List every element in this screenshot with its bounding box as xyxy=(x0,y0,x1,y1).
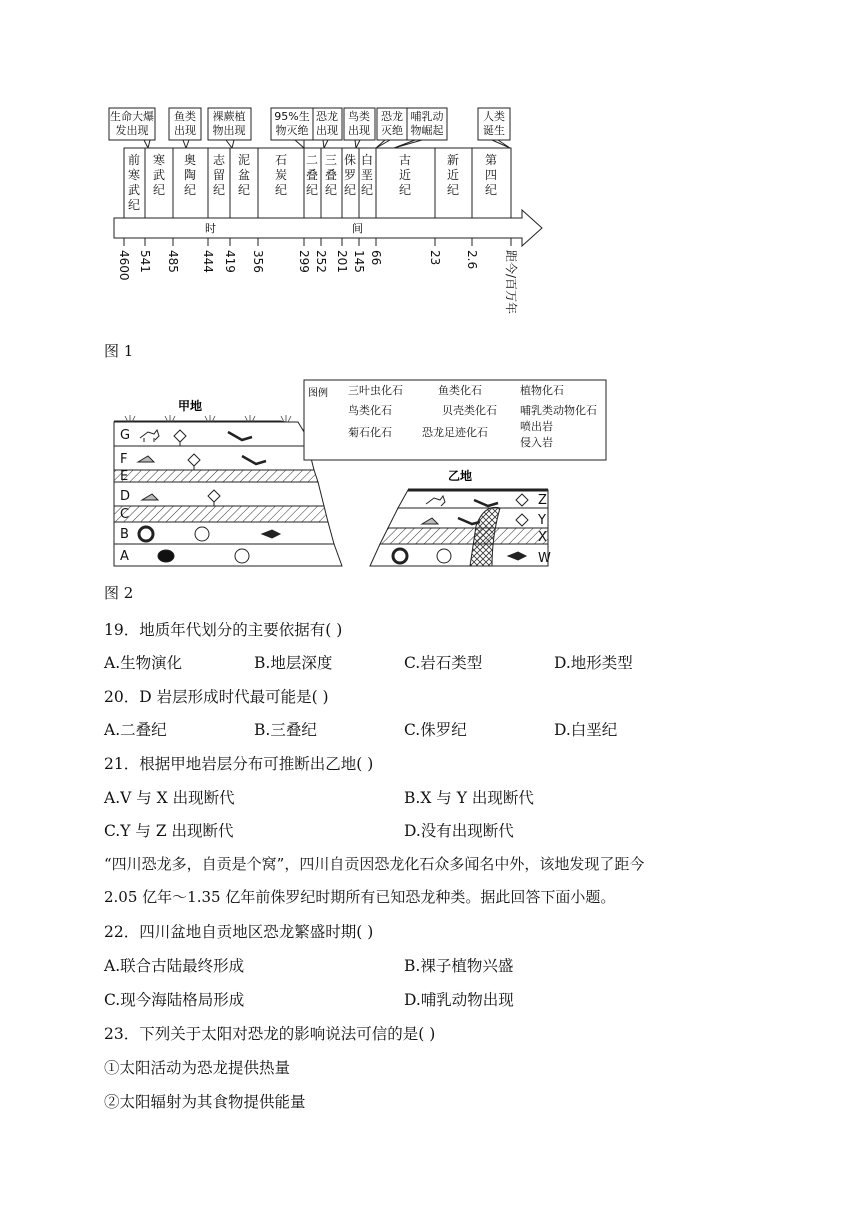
q22-option-b[interactable]: B.裸子植物兴盛 xyxy=(404,957,514,975)
event-line: 裸蕨植 xyxy=(212,110,246,123)
event-line: 物崛起 xyxy=(410,124,444,137)
question-20-stem: 20．D 岩层形成时代最可能是( ) xyxy=(104,688,329,706)
q22-option-c[interactable]: C.现今海陆格局形成 xyxy=(104,991,245,1009)
q19-option-b[interactable]: B.地层深度 xyxy=(254,654,333,672)
legend-entry: 贝壳类化石 xyxy=(442,404,497,417)
site-b-label: 乙地 xyxy=(448,469,473,483)
layer-letter: C xyxy=(120,507,130,522)
event-line: 出现 xyxy=(348,124,370,137)
q22-option-d[interactable]: D.哺乳动物出现 xyxy=(404,991,514,1009)
axis-label-left: 时 xyxy=(205,222,216,235)
tick-label: 356 xyxy=(251,250,265,273)
unit-label: 距今/百万年 xyxy=(504,250,518,315)
period-label: 前寒武纪 xyxy=(127,153,141,212)
period-label: 白垩纪 xyxy=(360,153,374,197)
event-line: 物灭绝 xyxy=(275,124,309,137)
q21-option-c[interactable]: C.Y 与 Z 出现断代 xyxy=(104,822,234,840)
layer-letter: D xyxy=(120,489,131,504)
legend-entry: 喷出岩 xyxy=(520,420,553,433)
q21-option-a[interactable]: A.V 与 X 出现断代 xyxy=(104,789,235,807)
legend-entry: 鱼类化石 xyxy=(438,384,482,397)
event-line: 恐龙 xyxy=(316,110,338,123)
legend-title: 图例 xyxy=(308,388,328,399)
layer-letter: X xyxy=(538,530,547,545)
event-line: 95%生 xyxy=(274,110,310,123)
q22-option-a[interactable]: A.联合古陆最终形成 xyxy=(104,957,245,975)
period-label: 寒武纪 xyxy=(152,153,166,197)
q20-option-d[interactable]: D.白垩纪 xyxy=(554,721,618,739)
tick-label: 2.6 xyxy=(465,250,479,270)
event-line: 哺乳动 xyxy=(410,110,444,123)
event-line: 灭绝 xyxy=(381,124,403,137)
legend-entry: 恐龙足迹化石 xyxy=(422,426,488,439)
site-a-label: 甲地 xyxy=(178,399,203,413)
period-label: 第四纪 xyxy=(484,153,498,197)
layer-letter: Y xyxy=(538,513,546,528)
event-line: 发出现 xyxy=(115,124,149,137)
event-line: 人类 xyxy=(483,110,505,123)
q21-option-d[interactable]: D.没有出现断代 xyxy=(404,822,514,840)
period-label: 侏罗纪 xyxy=(343,153,357,197)
q19-option-c[interactable]: C.岩石类型 xyxy=(404,654,483,672)
period-label: 石炭纪 xyxy=(274,153,288,197)
q23-item-1[interactable]: ①太阳活动为恐龙提供热量 xyxy=(104,1059,291,1077)
site-b-layer-letters xyxy=(537,493,551,566)
layer-letter: Z xyxy=(538,493,547,508)
period-label: 志留纪 xyxy=(212,153,226,197)
tick-label: 541 xyxy=(138,250,152,273)
tick-label: 145 xyxy=(352,250,366,273)
event-line: 物出现 xyxy=(212,124,246,137)
question-19-stem: 19．地质年代划分的主要依据有( ) xyxy=(104,621,343,639)
layer-letter: W xyxy=(538,551,551,566)
layer-letter: E xyxy=(120,469,129,484)
layer-letter: B xyxy=(120,527,129,542)
question-22-stem: 22．四川盆地自贡地区恐龙繁盛时期( ) xyxy=(104,923,374,941)
period-label: 二叠纪 xyxy=(305,153,319,197)
q20-option-b[interactable]: B.三叠纪 xyxy=(254,721,317,739)
period-label: 奥陶纪 xyxy=(183,153,197,197)
tick-label: 23 xyxy=(428,250,442,266)
tick-label: 66 xyxy=(369,250,383,266)
q23-item-2[interactable]: ②太阳辐射为其食物提供能量 xyxy=(104,1093,306,1111)
q19-option-a[interactable]: A.生物演化 xyxy=(104,654,183,672)
tick-label: 4600 xyxy=(117,250,131,281)
q20-option-c[interactable]: C.侏罗纪 xyxy=(404,721,467,739)
question-23-stem: 23．下列关于太阳对恐龙的影响说法可信的是( ) xyxy=(104,1025,436,1043)
event-line: 出现 xyxy=(316,124,338,137)
figure2-strata xyxy=(108,376,608,572)
tick-label: 252 xyxy=(314,250,328,273)
legend-entry: 鸟类化石 xyxy=(348,404,392,417)
passage-line-2: 2.05 亿年～1.35 亿年前侏罗纪时期所有已知恐龙种类。据此回答下面小题。 xyxy=(104,888,616,906)
event-line: 诞生 xyxy=(483,124,505,137)
period-label: 泥盆纪 xyxy=(237,153,251,197)
q21-option-b[interactable]: B.X 与 Y 出现断代 xyxy=(404,789,534,807)
axis-label-right: 间 xyxy=(352,222,363,235)
event-line: 鱼类 xyxy=(174,110,196,123)
legend-entry: 侵入岩 xyxy=(520,436,553,449)
layer-letter: F xyxy=(120,452,128,467)
figure1-caption: 图 1 xyxy=(104,342,134,360)
period-label: 新近纪 xyxy=(446,153,460,197)
legend-entry: 菊石化石 xyxy=(348,426,392,439)
event-line: 出现 xyxy=(174,124,196,137)
event-line: 鸟类 xyxy=(348,110,370,123)
question-21-stem: 21．根据甲地岩层分布可推断出乙地( ) xyxy=(104,755,374,773)
legend-entry: 植物化石 xyxy=(520,384,564,397)
trilobite-fossil-icon xyxy=(158,550,174,562)
event-line: 生命大爆 xyxy=(110,110,154,123)
figure1-timeline xyxy=(100,100,560,335)
legend-entry: 三叶虫化石 xyxy=(348,384,403,397)
layer-letter: A xyxy=(120,549,129,564)
tick-label: 485 xyxy=(166,250,180,273)
legend-entry: 哺乳类动物化石 xyxy=(520,404,597,417)
passage-line-1: “四川恐龙多，自贡是个窝”，四川自贡因恐龙化石众多闻名中外，该地发现了距今 xyxy=(104,855,645,873)
tick-label: 444 xyxy=(201,250,215,273)
period-label: 古近纪 xyxy=(398,153,412,197)
tick-label: 419 xyxy=(223,250,237,273)
q20-option-a[interactable]: A.二叠纪 xyxy=(104,721,167,739)
figure2-caption: 图 2 xyxy=(104,584,134,602)
event-line: 恐龙 xyxy=(381,110,403,123)
tick-labels xyxy=(117,250,519,314)
q19-option-d[interactable]: D.地形类型 xyxy=(554,654,633,672)
period-label: 三叠纪 xyxy=(324,153,338,197)
tick-label: 299 xyxy=(297,250,311,273)
layer-letter: G xyxy=(120,428,131,443)
tick-label: 201 xyxy=(335,250,349,273)
